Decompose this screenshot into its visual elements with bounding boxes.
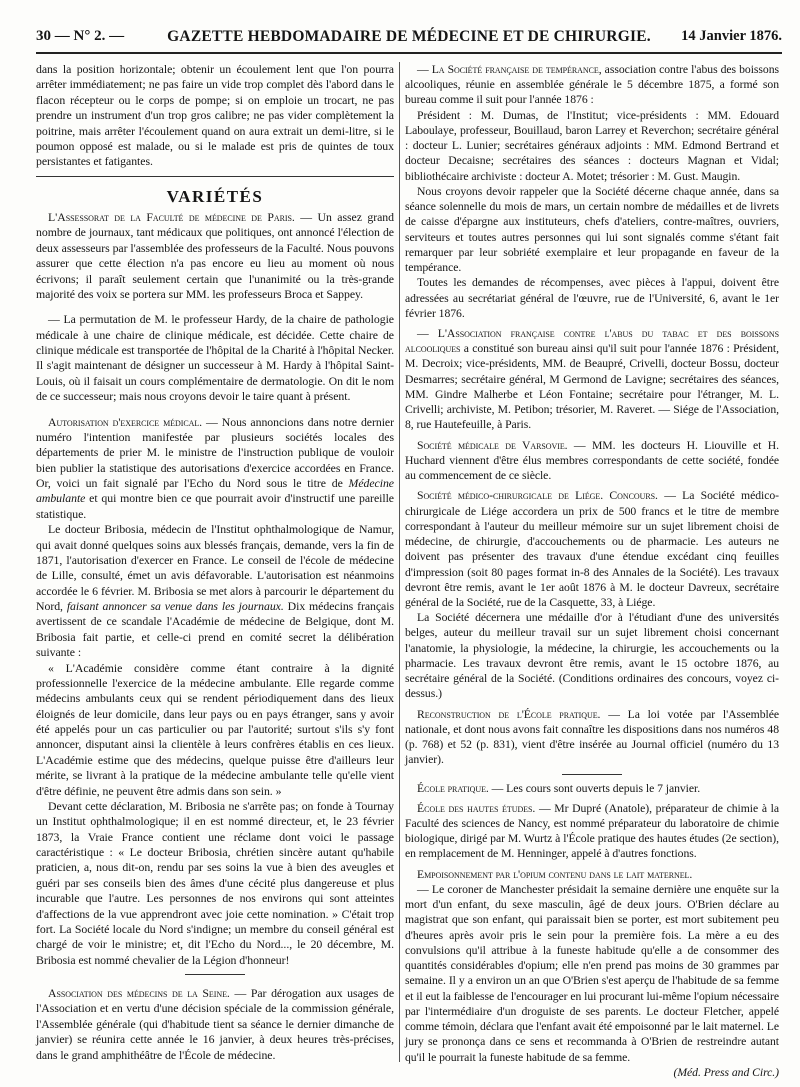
heading-opium: Empoisonnement par l'opium contenu dans le lait maternel. <box>417 867 693 881</box>
text-varsovie: — MM. les docteurs H. Liouville et H. Huchard viennent d'être élus membres correspondants de cette société, fondée au commencement de ce siècle. <box>405 438 779 483</box>
short-rule <box>562 774 622 775</box>
page-header <box>36 28 782 54</box>
source-citation-text: (Méd. Press and Circ.) <box>673 1065 779 1079</box>
paragraph-demandes: Toutes les demandes de récompenses, avec pièces à l'appui, doivent être adressées au secrétariat général de l'œuvre, rue de l'Université, 6, avant le 1er février 1876. <box>405 276 779 320</box>
text-reconstruction: — La loi votée par l'Assemblée nationale, et dont nous avons fait connaître les dispositions dans nos numéros 48 (p. 768) et 52 (p. 831), vient d'être insérée au Journal officiel (numéro du 13 janvier). <box>405 707 779 767</box>
paragraph-liege <box>405 488 779 610</box>
paragraph-varsovie <box>405 438 779 484</box>
paragraph-opium-heading <box>405 867 779 882</box>
text-autorisation-italic: Médecine ambulante <box>36 476 394 506</box>
text-autorisation: — Nous annoncions dans notre dernier numéro l'intention manifestée par plusieurs sociétés locales des départements de prier M. le ministre de l'instruction publique de vouloir bien publier la statistique des autorisations d'exercice accordées en France. Or, voici un fait signalé par l'Echo du Nord sous le titre de <box>36 414 394 490</box>
heading-liege: Société médico-chirurgicale de Liége. Concours. <box>417 489 658 503</box>
issue-date: 14 Janvier 1876. <box>681 28 782 44</box>
spacer <box>36 405 394 415</box>
heading-hautes-etudes: École des hautes études. <box>417 801 536 815</box>
text-association: — Par dérogation aux usages de l'Association et en vertu d'une décision spéciale de la commission générale, l'Assemblée générale (qui d'habitude tient sa séance le dernier dimanche de janvier) se réunira cette année le 16 janvier, à deux heures très-précises, dans le grand amphithéâtre de l'École de médecine. <box>36 986 395 1062</box>
paragraph-assessorat <box>36 210 394 302</box>
paragraph-devant: Devant cette déclaration, M. Bribosia ne s'arrête pas; on fonde à Tournay un Institut ophthalmologique; il en est nommé directeur, et, le 23 février 1873, la Vraie France contient une réclame dont voici le passage caractéristique : « Le docteur Bribosia, chrétien sincère autant qu'habile praticien, a, nous dit-on, rendu par ses soins la vue à bien des aveugles et guéri par ses conseils bien des âmes d'une cécité plus dangereuse et plus incurable que l'autre. Les personnes de nos environs qui sont atteintes d'affections de la vue apprendront avec joie cette nomination. » C'était trop fort. La Société locale du Nord s'indigne; un membre du conseil général est chargé de voir le ministre; et, dit l'Echo du Nord..., le 20 décembre, M. Bribosia est nommé chevalier de la Légion d'honneur! <box>36 798 394 967</box>
heading-reconstruction: Reconstruction de l'École pratique. <box>417 707 601 721</box>
spacer <box>36 302 394 312</box>
text-tabac: a constitué son bureau ainsi qu'il suit pour l'année 1876 : Président, M. Decroix; vice-présidents, MM. de Beaupré, Crivelli, docteur Bossu, docteur Desmarres; secrétaire général, M Germond de Lavigne; secrétaires des séances, MM. Gindre Malherbe et Léon Fontaine; secrétaire pour l'étranger, M. L. Crivelli; archiviste, M. Petibon; trésorier, M. Raveret. — Siége de l'Association, 8, rue Hautefeuille, à Paris. <box>405 342 779 432</box>
paragraph-tabac <box>405 326 779 433</box>
text-hautes-etudes: — Mr Dupré (Anatole), préparateur de chimie à la Faculté des sciences de Nancy, est nommé préparateur du laboratoire de chimie biologique, dirigé par M. Wurtz à l'École pratique des hautes études (2e section), en remplacement de M. Henninger, appelé à d'autres fonctions. <box>405 801 779 861</box>
paragraph-autorisation <box>36 415 394 523</box>
paragraph-medaille: La Société décernera une médaille d'or à l'étudiant d'une des universités belges, auteur du meilleur travail sur un sujet librement choisi concernant l'anatomie, la physiologie, la médecine, la chirurgie, les accouchements ou la pharmacie. Les travaux devront être remis, avant le 15 octobre 1876, au secrétaire général de la Société. (Conditions ordinaires des concours, voyez ci-dessus.) <box>405 611 779 701</box>
paragraph-association <box>36 986 394 1063</box>
page-number: 30 — N° 2. — <box>36 28 125 44</box>
text-autorisation-tail: et qui montre bien ce que pourrait avoir d'instructif une pareille statistique. <box>36 491 394 521</box>
section-title-varietes: VARIÉTÉS <box>166 186 264 206</box>
heading-association: Association des médecins de la Seine. <box>48 986 230 1000</box>
paragraph-recompense: Nous croyons devoir rappeler que la Société décerne chaque année, dans sa séance solennelle du mois de mars, un certain nombre de médailles et de livrets de caisse d'épargne aux instituteurs, chefs d'ateliers, contre-maîtres, ouvriers, serviteurs et toutes autres personnes qui lui sont signalés comme s'étant fait remarquer par leur sobriété exemplaire et leur propagande en faveur de la tempérance. <box>405 184 779 275</box>
text-bribosia-tail: Dix médecins français avertissent de ce scandale l'Académie de médecine de Belgique, dont M. Bribosia fait partie, et celle-ci prend en comité secret la délibération suivante : <box>36 599 395 660</box>
heading-temperance: — La Société française de tempérance, <box>417 63 602 76</box>
paragraph-academie-quote: « L'Académie considère comme étant contraire à la dignité professionnelle l'exercice de la médecine ambulante. Elle regarde comme médecins ambulants ceux qui se rendent périodiquement dans des lieux éloignés de leur domicile, dans leur pays ou en pays étranger, sans y avoir été appelés pour un cas particulier ou par l'autorité; surtout s'ils s'y font annoncer, disputant ainsi la clientèle à leurs confrères établis en ces lieux. L'Académie estime que des médecins, quelque puisse être d'ailleurs leur mérite, se livrant à la pratique de la médecine ambulante telle qu'elle vient d'être définie, ne peuvent être admis dans son sein. » <box>36 660 394 798</box>
left-column <box>36 62 394 1063</box>
paragraph-ecole <box>405 781 779 796</box>
section-rule <box>36 176 394 177</box>
paragraph-bureau: Président : M. Dumas, de l'Institut; vice-présidents : MM. Edouard Laboulaye, professeur, Bouillaud, baron Larrey et Reverchon; secrétaire général : docteur L. Lunier; secrétaires généraux adjoints : MM. Edmond Bertrand et docteur Decaisne; secrétaires des séances : docteurs Magnan et Vidal; bibliothécaire archiviste : docteur A. Motet; trésorier : M. Gust. Maugin. <box>405 108 779 183</box>
source-citation <box>405 1065 779 1080</box>
heading-autorisation: Autorisation d'exercice médical. <box>48 414 203 429</box>
paragraph-hautes-etudes <box>405 801 779 862</box>
text-bribosia: Le docteur Bribosia, médecin de l'Institut ophthalmologique de Namur, qui avait donné quelques soins aux blessés français, demande, vers la fin de 1871, l'autorisation d'exercer en France. Le conseil de l'école de médecine de Lille, consulté, émet un avis défavorable. L'autorisation est néanmoins accordée le 6 février. M. Bribosia se met alors à parcourir le département du Nord, <box>36 522 394 613</box>
text-bribosia-italic: faisant annoncer sa venue dans les journaux. <box>66 599 284 613</box>
paragraph-thoracentesis-end: dans la position horizontale; obtenir un écoulement lent que l'on pourra arrêter immédiatement; ne pas faire un vide trop complet dès l'abord dans le flacon récepteur ou le corps de pompe; si on emploie un trocart, ne pas prendre un instrument d'un trop gros calibre; ne pas vider complètement la poitrine, mais arrêter l'écoulement quand on aura extrait un demi-litre, si le poumon opposé est malade, ou si le malade est pris de quintes de toux persistantes et fatigantes. <box>36 62 394 169</box>
heading-tabac: — L'Association française contre l'abus du tabac et des boissons alcooliques <box>405 326 779 356</box>
text-ecole: — Les cours sont ouverts depuis le 7 janvier. <box>488 781 701 795</box>
paragraph-temperance <box>405 62 779 108</box>
paragraph-opium: — Le coroner de Manchester présidait la semaine dernière une enquête sur la mort d'un enfant, du sexe masculin, âgé de deux jours. O'Brien déclare au magistrat que son enfant, qui paraissait bien se porter, est mort subitement peu d'heures après avoir pris le sein pour la première fois. La mère a eu des convulsions qu'il attribue à la funeste habitude qu'elle a de consommer des quantités considérables d'opium; elle n'en prend pas moins de 30 grammes par semaine. Il y a environ un an que O'Brien s'est aperçu de l'habitude de sa femme et il eut la faiblesse de l'encourager en lui procurant lui-même l'opium nécessaire par l'intermédiaire d'un droguiste de ses parents. Le docteur Fletcher, appelé comme témoin, déclara que l'enfant avait été empoisonné par le lait maternel. Le jury se prononça dans ce sens et recommanda à O'Brien de restreindre autant qu'il le pourrait la funeste habitude de sa femme. <box>405 882 779 1064</box>
text-assessorat: — Un assez grand nombre de journaux, tant médicaux que politiques, ont annoncé l'élection de deux assesseurs par l'assemblée des professeurs de la Faculté. Nous pouvons assurer que cette élection n'a pas encore eu lieu au moment où nous écrivons; il paraît seulement certain que l'unanimité ou la très-grande majorité des voix se portera sur MM. les professeurs Broca et Sappey. <box>36 210 394 301</box>
paragraph-permutation: — La permutation de M. le professeur Hardy, de la chaire de pathologie médicale à une chaire de clinique médicale, est décidée. Cette chaire de clinique médicale est transportée de l'hôpital de la Charité à l'hôpital Necker. Il s'agit maintenant de désigner un successeur à M. Hardy à l'hôpital Saint-Louis, où il faisait un cours complémentaire de dermatologie. On dit le nom de ce successeur; mais nous croyons devoir le taire quant à présent. <box>36 312 394 404</box>
short-rule <box>185 974 245 975</box>
paragraph-bribosia <box>36 522 394 660</box>
heading-varsovie: Société médicale de Varsovie. <box>417 438 568 452</box>
heading-ecole: École pratique. <box>417 781 489 795</box>
paragraph-reconstruction <box>405 707 779 768</box>
column-divider <box>399 62 400 1062</box>
journal-title: GAZETTE HEBDOMADAIRE DE MÉDECINE ET DE CHIRURGIE. <box>167 28 651 45</box>
heading-assessorat: L'Assessorat de la Faculté de médecine de Paris. <box>48 210 295 224</box>
right-column <box>405 62 779 1080</box>
text-temperance: association contre l'abus des boissons alcooliques, réunie en assemblée générale le 5 décembre 1875, a formé son bureau comme il suit pour l'année 1876 : <box>405 63 779 107</box>
text-liege: — La Société médico-chirurgicale de Liége accordera un prix de 500 francs et le titre de membre correspondant à l'auteur du meilleur mémoire sur un sujet librement choisi de médecine, de chirurgie, d'accouchements ou de pharmacie. Les auteurs ne doivent pas présenter des travaux d'une étendue excédant cinq feuilles d'impression (soit 80 pages format in-8 des Annales de la Société). Les travaux devront être remis, avant le 1er août 1876 à M. le docteur Davreux, secrétaire général de la Société, rue de la Casquette, 33, à Liége. <box>405 489 779 609</box>
